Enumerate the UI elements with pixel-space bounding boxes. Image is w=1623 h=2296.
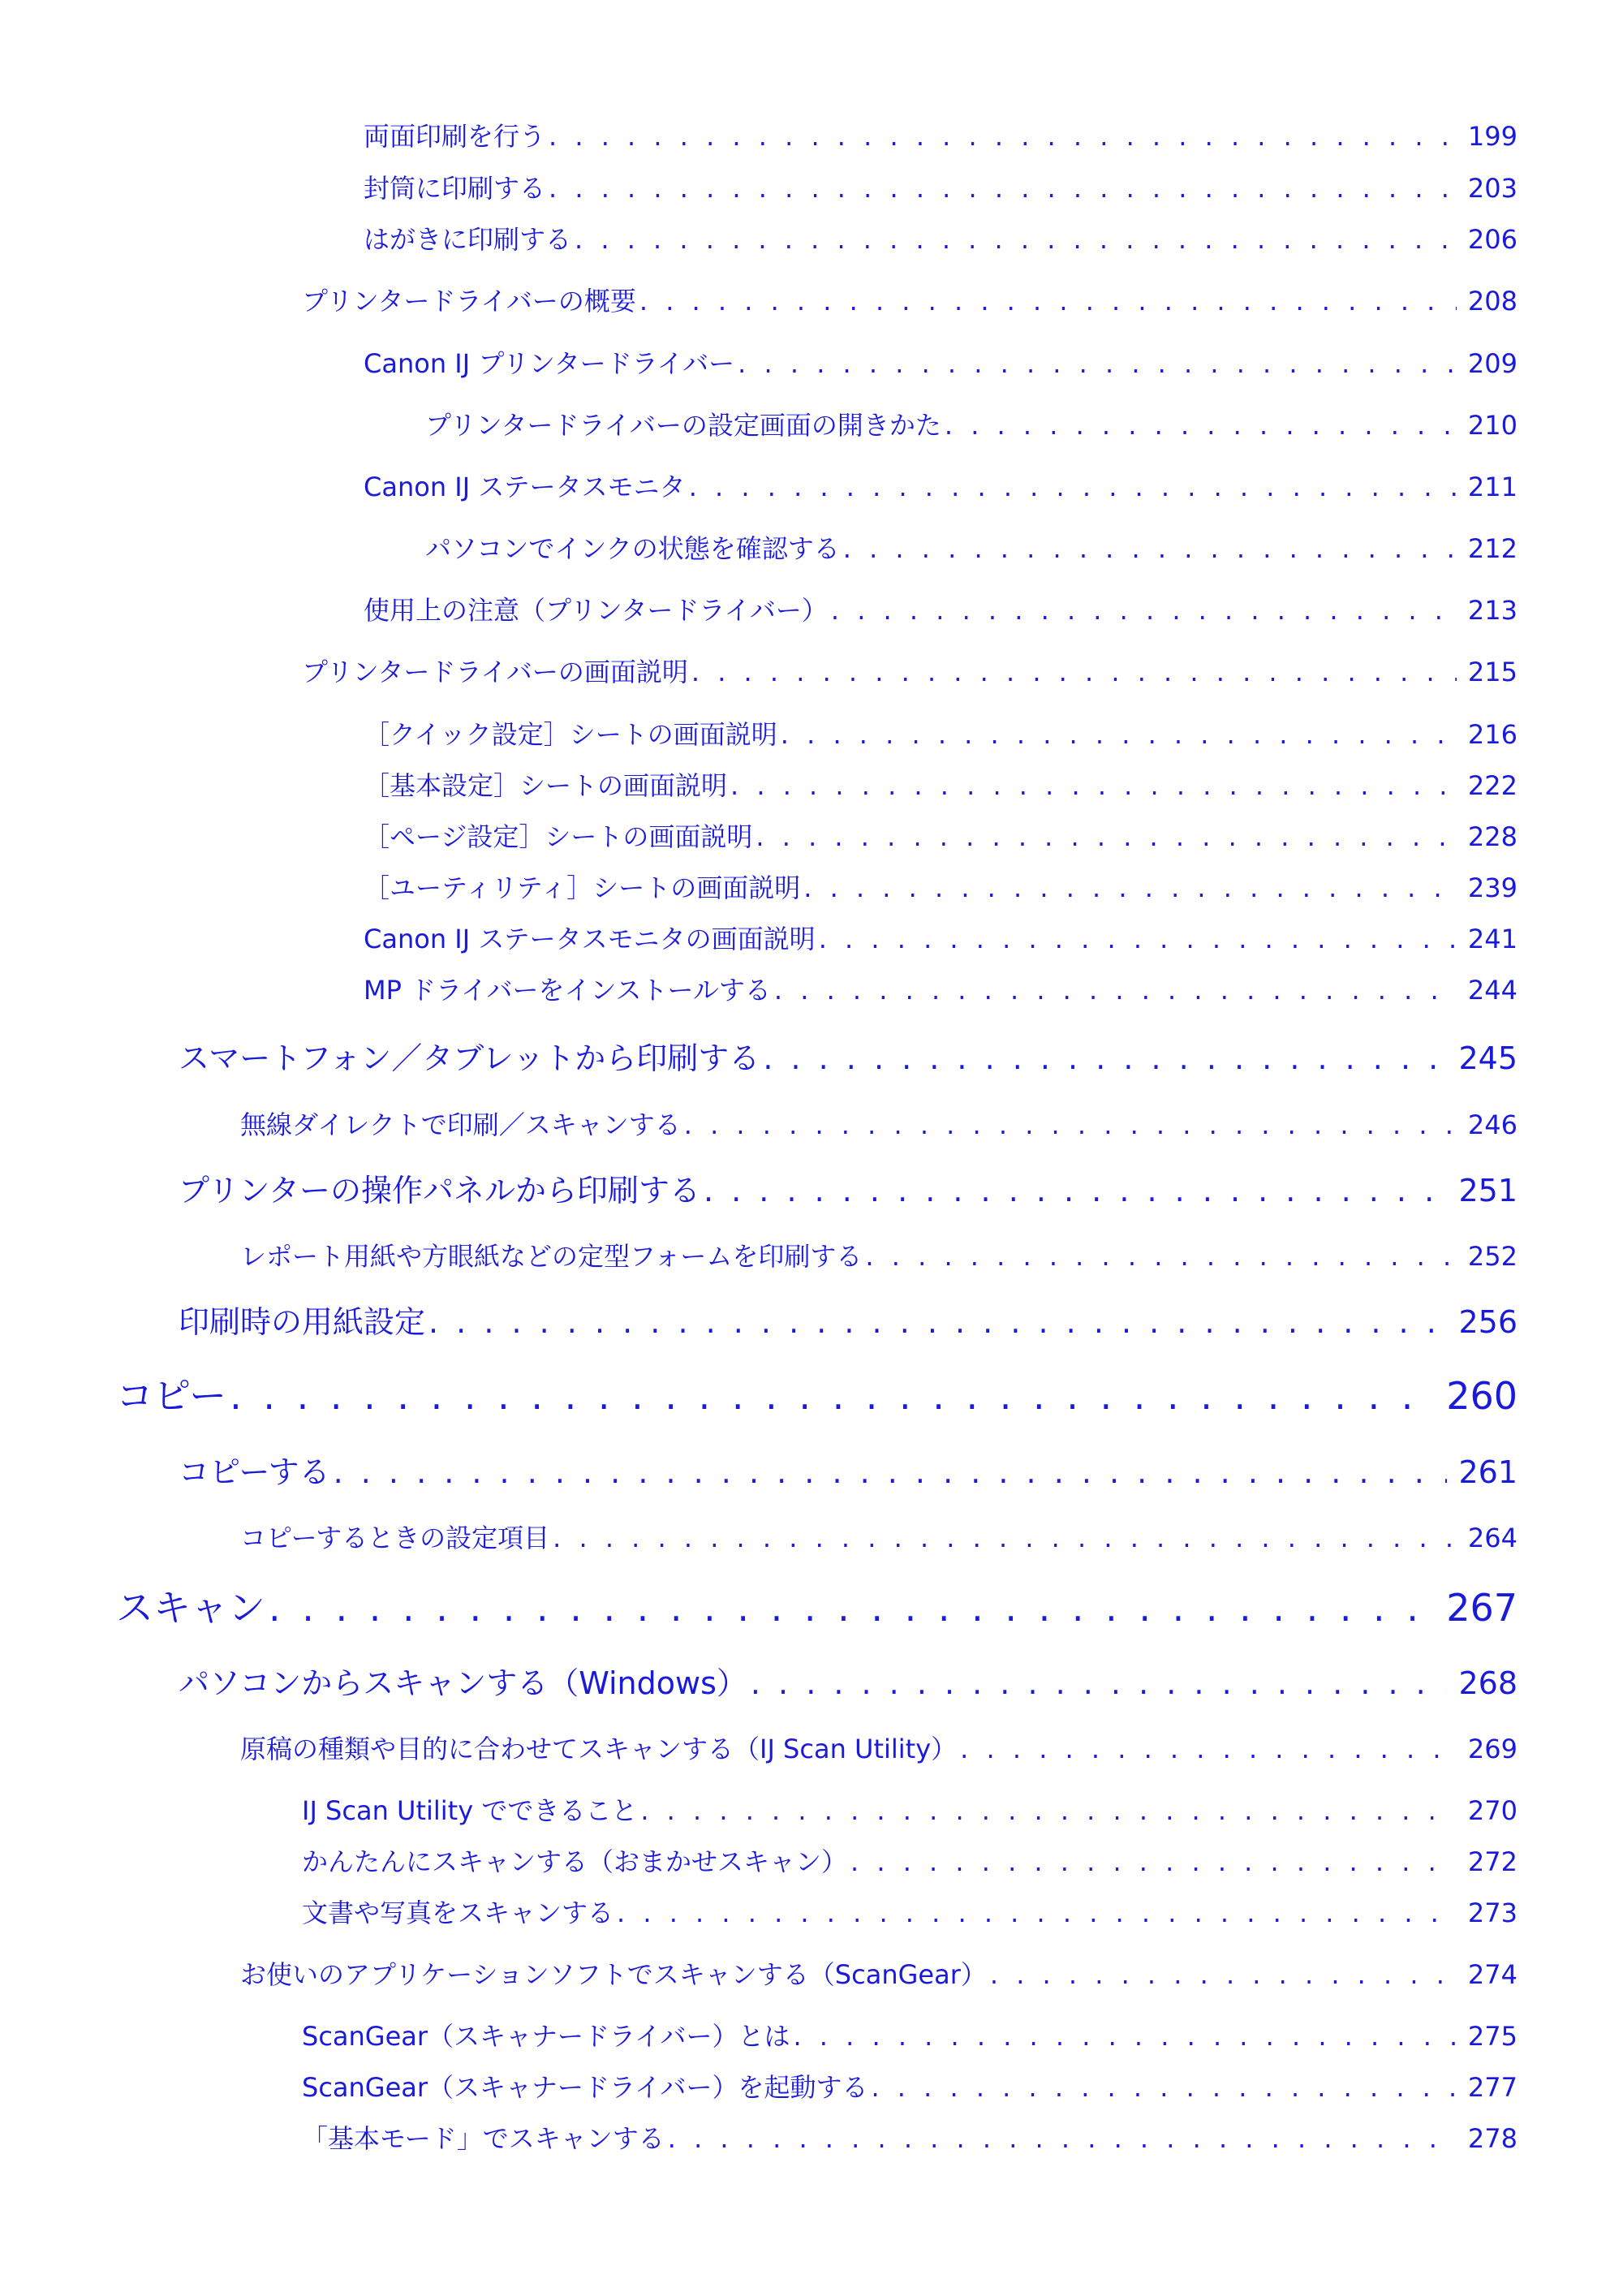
dot-leader [831,592,1457,628]
toc-entry-page: 274 [1467,1959,1518,1990]
toc-entry-page: 252 [1467,1241,1518,1272]
dot-leader [691,654,1457,690]
dot-leader [334,1452,1448,1493]
dot-leader [819,921,1457,957]
toc-entry-page: 213 [1467,595,1518,626]
toc-entry-page: 212 [1467,533,1518,564]
toc-entry[interactable] [364,118,1518,154]
toc-entry[interactable] [364,592,1518,628]
dot-leader [639,283,1457,319]
dot-leader [850,1844,1457,1880]
toc-entry-page: 245 [1458,1040,1518,1076]
toc-entry-page: 269 [1467,1734,1518,1764]
toc-entry-title: かんたんにスキャンする（おまかせスキャン） [302,1846,848,1877]
dot-leader [793,2018,1456,2054]
toc-entry[interactable] [302,654,1518,690]
dot-leader [843,531,1457,566]
toc-entry[interactable] [302,2018,1518,2054]
toc-entry-title: Canon IJ ステータスモニタ [364,472,686,502]
toc-entry[interactable] [302,283,1518,319]
dot-leader [756,819,1457,855]
dot-leader [751,1663,1448,1704]
toc-entry-title: プリンターの操作パネルから印刷する [179,1173,700,1208]
toc-entry[interactable] [364,819,1518,855]
toc-entry-title: ［ページ設定］シートの画面説明 [364,821,753,852]
toc-entry-page: 272 [1467,1846,1518,1877]
toc-entry-title: プリンタードライバーの概要 [302,286,636,317]
dot-leader [945,407,1457,443]
toc-entry-page: 211 [1467,472,1518,502]
toc-entry[interactable] [240,1731,1518,1767]
toc-entry[interactable] [240,1107,1518,1143]
toc-entry[interactable] [302,2070,1518,2105]
dot-leader [781,717,1457,752]
toc-entry-title: IJ Scan Utility でできること [302,1795,638,1826]
dot-leader [704,1170,1448,1211]
toc-entry[interactable] [364,170,1518,206]
toc-entry-title: ［ユーティリティ］シートの画面説明 [364,872,801,903]
dot-leader [230,1372,1435,1420]
toc-entry-title: MP ドライバーをインストールする [364,975,771,1006]
toc-entry[interactable] [302,1844,1518,1880]
dot-leader [738,346,1457,381]
toc-entry-title: ScanGear（スキャナードライバー）を起動する [302,2072,868,2103]
toc-entry-title: 原稿の種類や目的に合わせてスキャンする（IJ Scan Utility） [240,1734,958,1764]
toc-entry[interactable] [302,2121,1518,2156]
toc-entry-title: お使いのアプリケーションソフトでスキャンする（ScanGear） [240,1959,987,1990]
toc-section[interactable] [179,1452,1518,1493]
dot-leader [553,1520,1457,1556]
toc-entry-title: ［クイック設定］シートの画面説明 [364,719,777,750]
toc-entry-title: 両面印刷を行う [364,121,546,152]
toc-entry-page: 270 [1467,1795,1518,1826]
toc-entry-page: 241 [1467,924,1518,954]
toc-entry-title: スキャン [116,1586,265,1630]
toc-entry-page: 209 [1467,348,1518,379]
toc-entry[interactable] [364,921,1518,957]
toc-section[interactable] [179,1302,1518,1342]
toc-entry-title: コピーするときの設定項目 [240,1523,550,1553]
toc-entry-page: 275 [1467,2021,1518,2052]
dot-leader [549,170,1457,206]
toc-entry-page: 264 [1467,1523,1518,1553]
toc-entry[interactable] [364,717,1518,752]
toc-entry[interactable] [302,1895,1518,1931]
toc-entry-title: プリンタードライバーの設定画面の開きかた [425,410,941,441]
toc-entry-page: 246 [1467,1109,1518,1140]
dot-leader [774,972,1457,1008]
toc-entry-page: 210 [1467,410,1518,441]
toc-entry-title: 無線ダイレクトで印刷／スキャンする [240,1109,681,1140]
dot-leader [269,1583,1435,1632]
toc-entry-page: 222 [1467,770,1518,801]
toc-entry[interactable] [425,531,1518,566]
toc-entry-page: 206 [1467,224,1518,255]
toc-entry-page: 244 [1467,975,1518,1006]
toc-section[interactable] [179,1170,1518,1211]
dot-leader [803,870,1457,906]
toc-entry-title: ［基本設定］シートの画面説明 [364,770,728,801]
toc-entry[interactable] [364,870,1518,906]
toc-entry-page: 199 [1467,121,1518,152]
toc-entry[interactable] [240,1957,1518,1992]
toc-entry-page: 251 [1458,1173,1518,1208]
toc-section[interactable] [179,1038,1518,1079]
toc-entry[interactable] [364,768,1518,803]
toc-entry-title: Canon IJ プリンタードライバー [364,348,735,379]
toc-entry-page: 268 [1458,1665,1518,1701]
dot-leader [865,1238,1457,1274]
toc-entry-page: 215 [1467,657,1518,687]
toc-entry[interactable] [364,222,1518,257]
toc-entry-title: 「基本モード」でスキャンする [302,2123,665,2154]
toc-entry-page: 228 [1467,821,1518,852]
toc-entry-title: レポート用紙や方眼紙などの定型フォームを印刷する [240,1241,863,1272]
toc-entry[interactable] [302,1793,1518,1829]
toc-entry-title: ScanGear（スキャナードライバー）とは [302,2021,790,2052]
toc-entry-page: 256 [1458,1304,1518,1340]
toc-entry-page: 267 [1446,1586,1518,1630]
dot-leader [549,118,1457,154]
toc-entry-title: 封筒に印刷する [364,173,546,204]
toc-chapter[interactable] [116,1372,1518,1420]
toc-entry-title: はがきに印刷する [364,224,572,255]
toc-entry-page: 278 [1467,2123,1518,2154]
toc-entry-title: 使用上の注意（プリンタードライバー） [364,595,828,626]
toc-entry[interactable] [364,346,1518,381]
toc-entry[interactable] [240,1238,1518,1274]
toc-entry-page: 216 [1467,719,1518,750]
toc-entry-page: 261 [1458,1454,1518,1490]
toc-entry[interactable] [364,469,1518,505]
dot-leader [763,1038,1447,1079]
toc-entry-page: 277 [1467,2072,1518,2103]
dot-leader [960,1731,1457,1767]
toc-entry-page: 239 [1467,872,1518,903]
dot-leader [684,1107,1457,1143]
toc-chapter[interactable] [116,1583,1518,1632]
toc-entry-page: 203 [1467,173,1518,204]
toc-entry-title: プリンタードライバーの画面説明 [302,657,688,687]
toc-entry-title: 文書や写真をスキャンする [302,1898,614,1928]
toc-entry[interactable] [425,407,1518,443]
toc-entry-title: スマートフォン／タブレットから印刷する [179,1040,760,1076]
toc-entry-title: 印刷時の用紙設定 [179,1304,426,1340]
dot-leader [990,1957,1457,1992]
toc-entry[interactable] [364,972,1518,1008]
toc-entry-page: 273 [1467,1898,1518,1928]
dot-leader [640,1793,1457,1829]
dot-leader [668,2121,1457,2156]
dot-leader [871,2070,1456,2105]
toc-entry-title: Canon IJ ステータスモニタの画面説明 [364,924,816,954]
toc-entry-title: コピーする [179,1454,330,1490]
toc-entry[interactable] [240,1520,1518,1556]
toc-entry-page: 260 [1446,1374,1518,1418]
toc-entry-page: 208 [1467,286,1518,317]
dot-leader [575,222,1457,257]
dot-leader [428,1302,1447,1342]
toc-entry-title: パソコンからスキャンする（Windows） [179,1665,747,1701]
dot-leader [617,1895,1457,1931]
dot-leader [730,768,1457,803]
toc-section[interactable] [179,1663,1518,1704]
toc-entry-title: パソコンでインクの状態を確認する [425,533,840,564]
dot-leader [689,469,1457,505]
toc-entry-title: コピー [116,1374,227,1418]
